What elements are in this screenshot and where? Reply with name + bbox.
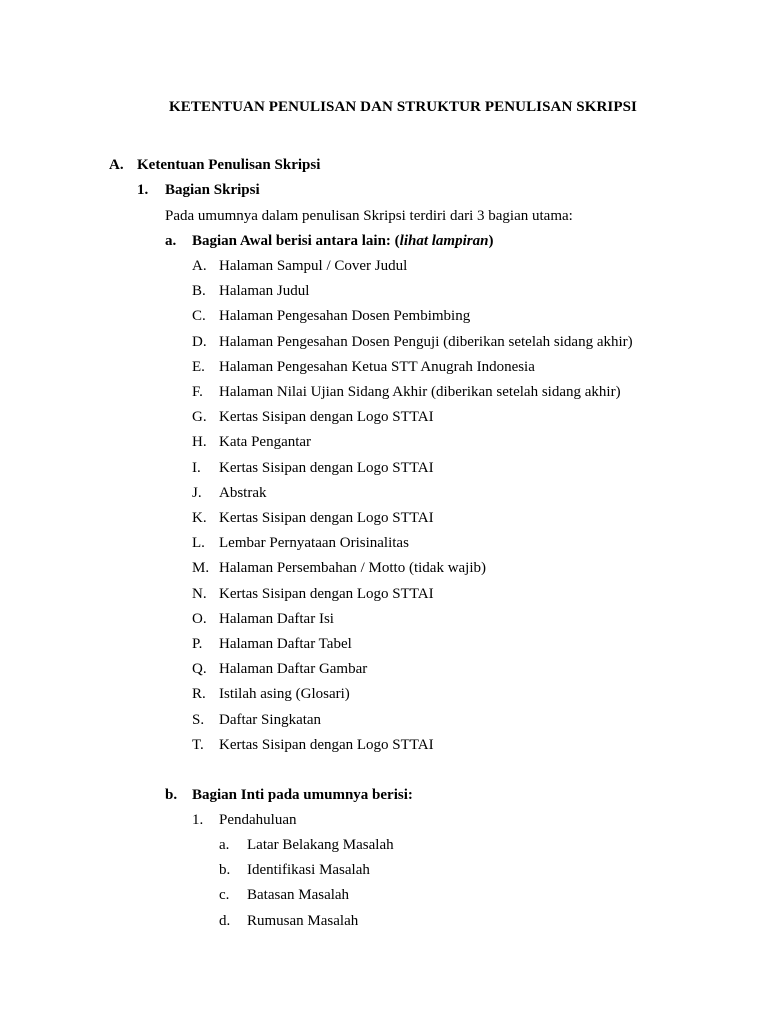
section-a-marker: A. bbox=[109, 157, 124, 173]
part-b-marker: b. bbox=[165, 787, 178, 803]
list-item-marker: K. bbox=[192, 510, 207, 526]
list-item-marker: H. bbox=[192, 434, 207, 451]
list-item-marker: I. bbox=[192, 459, 201, 476]
list-item-marker: F. bbox=[192, 384, 203, 400]
part-b-heading: Bagian Inti pada umumnya berisi: bbox=[192, 787, 413, 803]
sub-list-item-marker: a. bbox=[219, 837, 230, 853]
list-item: Daftar Singkatan bbox=[219, 711, 322, 728]
list-item: Halaman Daftar Tabel bbox=[219, 636, 352, 652]
list-item-marker: N. bbox=[192, 585, 207, 602]
list-item-marker: L. bbox=[192, 535, 205, 552]
list-item-marker: R. bbox=[192, 686, 206, 703]
chapter-1-title: Pendahuluan bbox=[219, 812, 297, 828]
list-item: Halaman Sampul / Cover Judul bbox=[219, 258, 408, 274]
list-item: Kata Pengantar bbox=[219, 434, 312, 451]
list-item: Abstrak bbox=[219, 484, 267, 501]
list-item-marker: P. bbox=[192, 636, 203, 652]
list-item: Halaman Nilai Ujian Sidang Akhir (diberikan setelah sidang akhir) bbox=[219, 384, 621, 400]
list-item: Kertas Sisipan dengan Logo STTAI bbox=[219, 585, 434, 602]
list-item-marker: E. bbox=[192, 358, 205, 375]
list-item-marker: C. bbox=[192, 308, 206, 325]
sub-list-item-marker: b. bbox=[219, 862, 231, 879]
list-item: Kertas Sisipan dengan Logo STTAI bbox=[219, 510, 434, 526]
list-item: Halaman Daftar Isi bbox=[219, 610, 334, 627]
list-item: Halaman Pengesahan Ketua STT Anugrah Indonesia bbox=[219, 358, 535, 375]
sub-list-item-marker: d. bbox=[219, 912, 231, 929]
list-item-marker: O. bbox=[192, 610, 207, 627]
section-a-heading: Ketentuan Penulisan Skripsi bbox=[137, 157, 321, 173]
list-item: Halaman Pengesahan Dosen Penguji (diberikan setelah sidang akhir) bbox=[219, 333, 633, 350]
sub-list-item: Rumusan Masalah bbox=[247, 912, 359, 929]
list-item: Lembar Pernyataan Orisinalitas bbox=[219, 535, 409, 552]
subsection-1-marker: 1. bbox=[137, 182, 149, 198]
chapter-1-marker: 1. bbox=[192, 812, 204, 828]
list-item-marker: D. bbox=[192, 333, 207, 350]
list-item: Istilah asing (Glosari) bbox=[219, 686, 350, 703]
list-item-marker: A. bbox=[192, 258, 207, 274]
list-item: Halaman Pengesahan Dosen Pembimbing bbox=[219, 308, 471, 325]
list-item-marker: S. bbox=[192, 711, 205, 728]
list-item-marker: B. bbox=[192, 283, 206, 300]
list-item: Kertas Sisipan dengan Logo STTAI bbox=[219, 409, 434, 426]
list-item-marker: T. bbox=[192, 736, 204, 753]
list-item-marker: J. bbox=[192, 484, 202, 501]
list-item: Kertas Sisipan dengan Logo STTAI bbox=[219, 736, 434, 753]
list-item: Halaman Judul bbox=[219, 283, 310, 300]
list-item-marker: Q. bbox=[192, 661, 207, 678]
list-item-marker: G. bbox=[192, 409, 207, 426]
part-a-heading: Bagian Awal berisi antara lain: (lihat lampiran) bbox=[192, 233, 494, 249]
sub-list-item: Identifikasi Masalah bbox=[247, 862, 370, 879]
list-item: Halaman Persembahan / Motto (tidak wajib) bbox=[219, 560, 487, 577]
sub-list-item: Batasan Masalah bbox=[247, 887, 350, 904]
list-item: Halaman Daftar Gambar bbox=[219, 661, 368, 678]
part-a-marker: a. bbox=[165, 233, 177, 249]
list-item-marker: M. bbox=[192, 560, 210, 577]
sub-list-item: Latar Belakang Masalah bbox=[247, 837, 394, 853]
subsection-1-heading: Bagian Skripsi bbox=[165, 182, 260, 198]
sub-list-item-marker: c. bbox=[219, 887, 230, 904]
document-title: KETENTUAN PENULISAN DAN STRUKTUR PENULISAN SKRIPSI bbox=[168, 99, 637, 115]
intro-paragraph: Pada umumnya dalam penulisan Skripsi terdiri dari 3 bagian utama: bbox=[165, 208, 573, 224]
list-item: Kertas Sisipan dengan Logo STTAI bbox=[219, 459, 434, 476]
